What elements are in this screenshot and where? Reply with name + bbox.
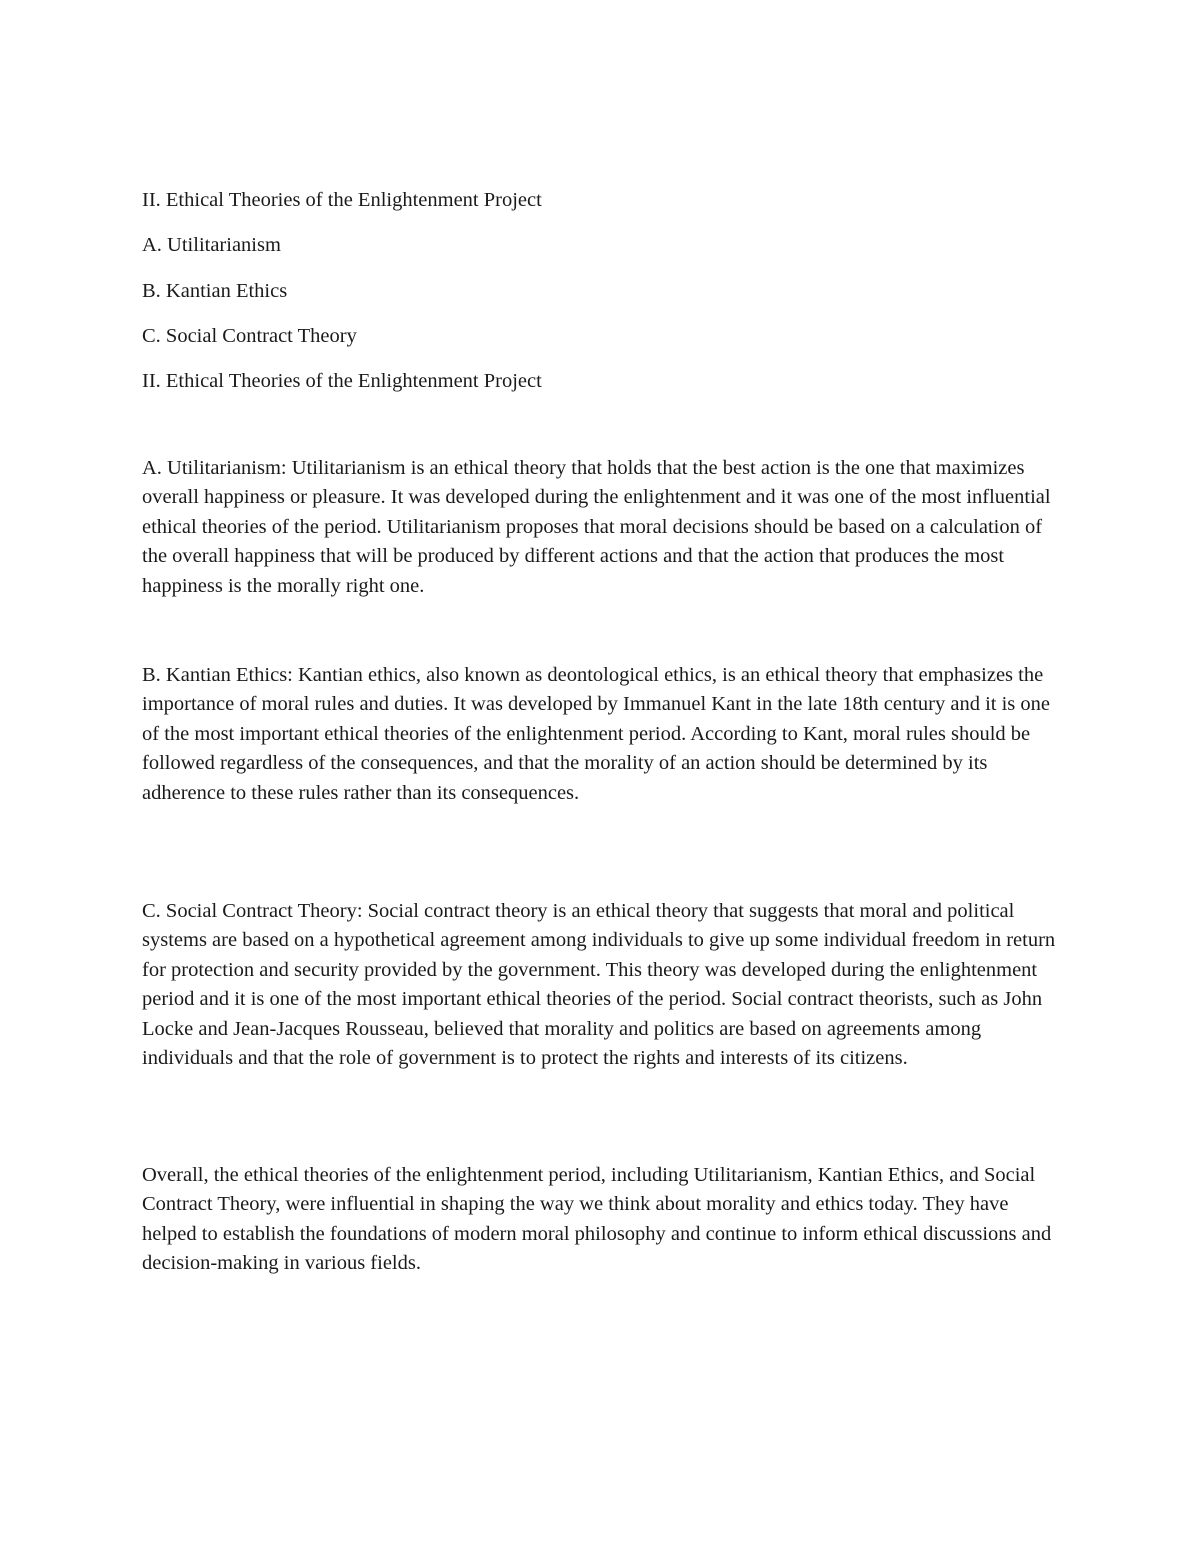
outline-heading-repeat: II. Ethical Theories of the Enlightenment Project	[142, 370, 542, 393]
outline-item-utilitarianism: A. Utilitarianism	[142, 234, 281, 257]
paragraph-social-contract: C. Social Contract Theory: Social contract theory is an ethical theory that suggests that moral and political systems are based on a hypothetical agreement among individuals to give up some individual freedom in return for protection and security provided by the government. This theory was developed during the enlightenment period and it is one of the most important ethical theories of the period. Social contract theorists, such as John Locke and Jean-Jacques Rousseau, believed that morality and politics are based on agreements among individuals and that the role of government is to protect the rights and interests of its citizens.	[142, 900, 1056, 1070]
outline-heading: II. Ethical Theories of the Enlightenment Project	[142, 189, 542, 211]
paragraph-utilitarianism: A. Utilitarianism: Utilitarianism is an ethical theory that holds that the best action is the one that maximizes overall happiness or pleasure. It was developed during the enlightenment and it was one of the most influential ethical theories of the period. Utilitarianism proposes that moral decisions should be based on a calculation of the overall happiness that will be produced by different actions and that the action that produces the most happiness is the morally right one.	[142, 457, 1051, 597]
outline-item-social-contract: C. Social Contract Theory	[142, 324, 357, 347]
paragraph-kantian-ethics: B. Kantian Ethics: Kantian ethics, also known as deontological ethics, is an ethical theory that emphasizes the importance of moral rules and duties. It was developed by Immanuel Kant in the late 18th century and it is one of the most important ethical theories of the enlightenment period. According to Kant, moral rules should be followed regardless of the consequences, and that the morality of an action should be determined by its adherence to these rules rather than its consequences.	[142, 664, 1051, 804]
outline	[142, 184, 1062, 410]
outline-item-kantian-ethics: B. Kantian Ethics	[142, 279, 288, 302]
paragraph-conclusion: Overall, the ethical theories of the enlightenment period, including Utilitarianism, Kantian Ethics, and Social Contract Theory, were influential in shaping the way we think about morality and ethics today. They have helped to establish the foundations of modern moral philosophy and continue to inform ethical discussions and decision-making in various fields.	[142, 1164, 1052, 1275]
